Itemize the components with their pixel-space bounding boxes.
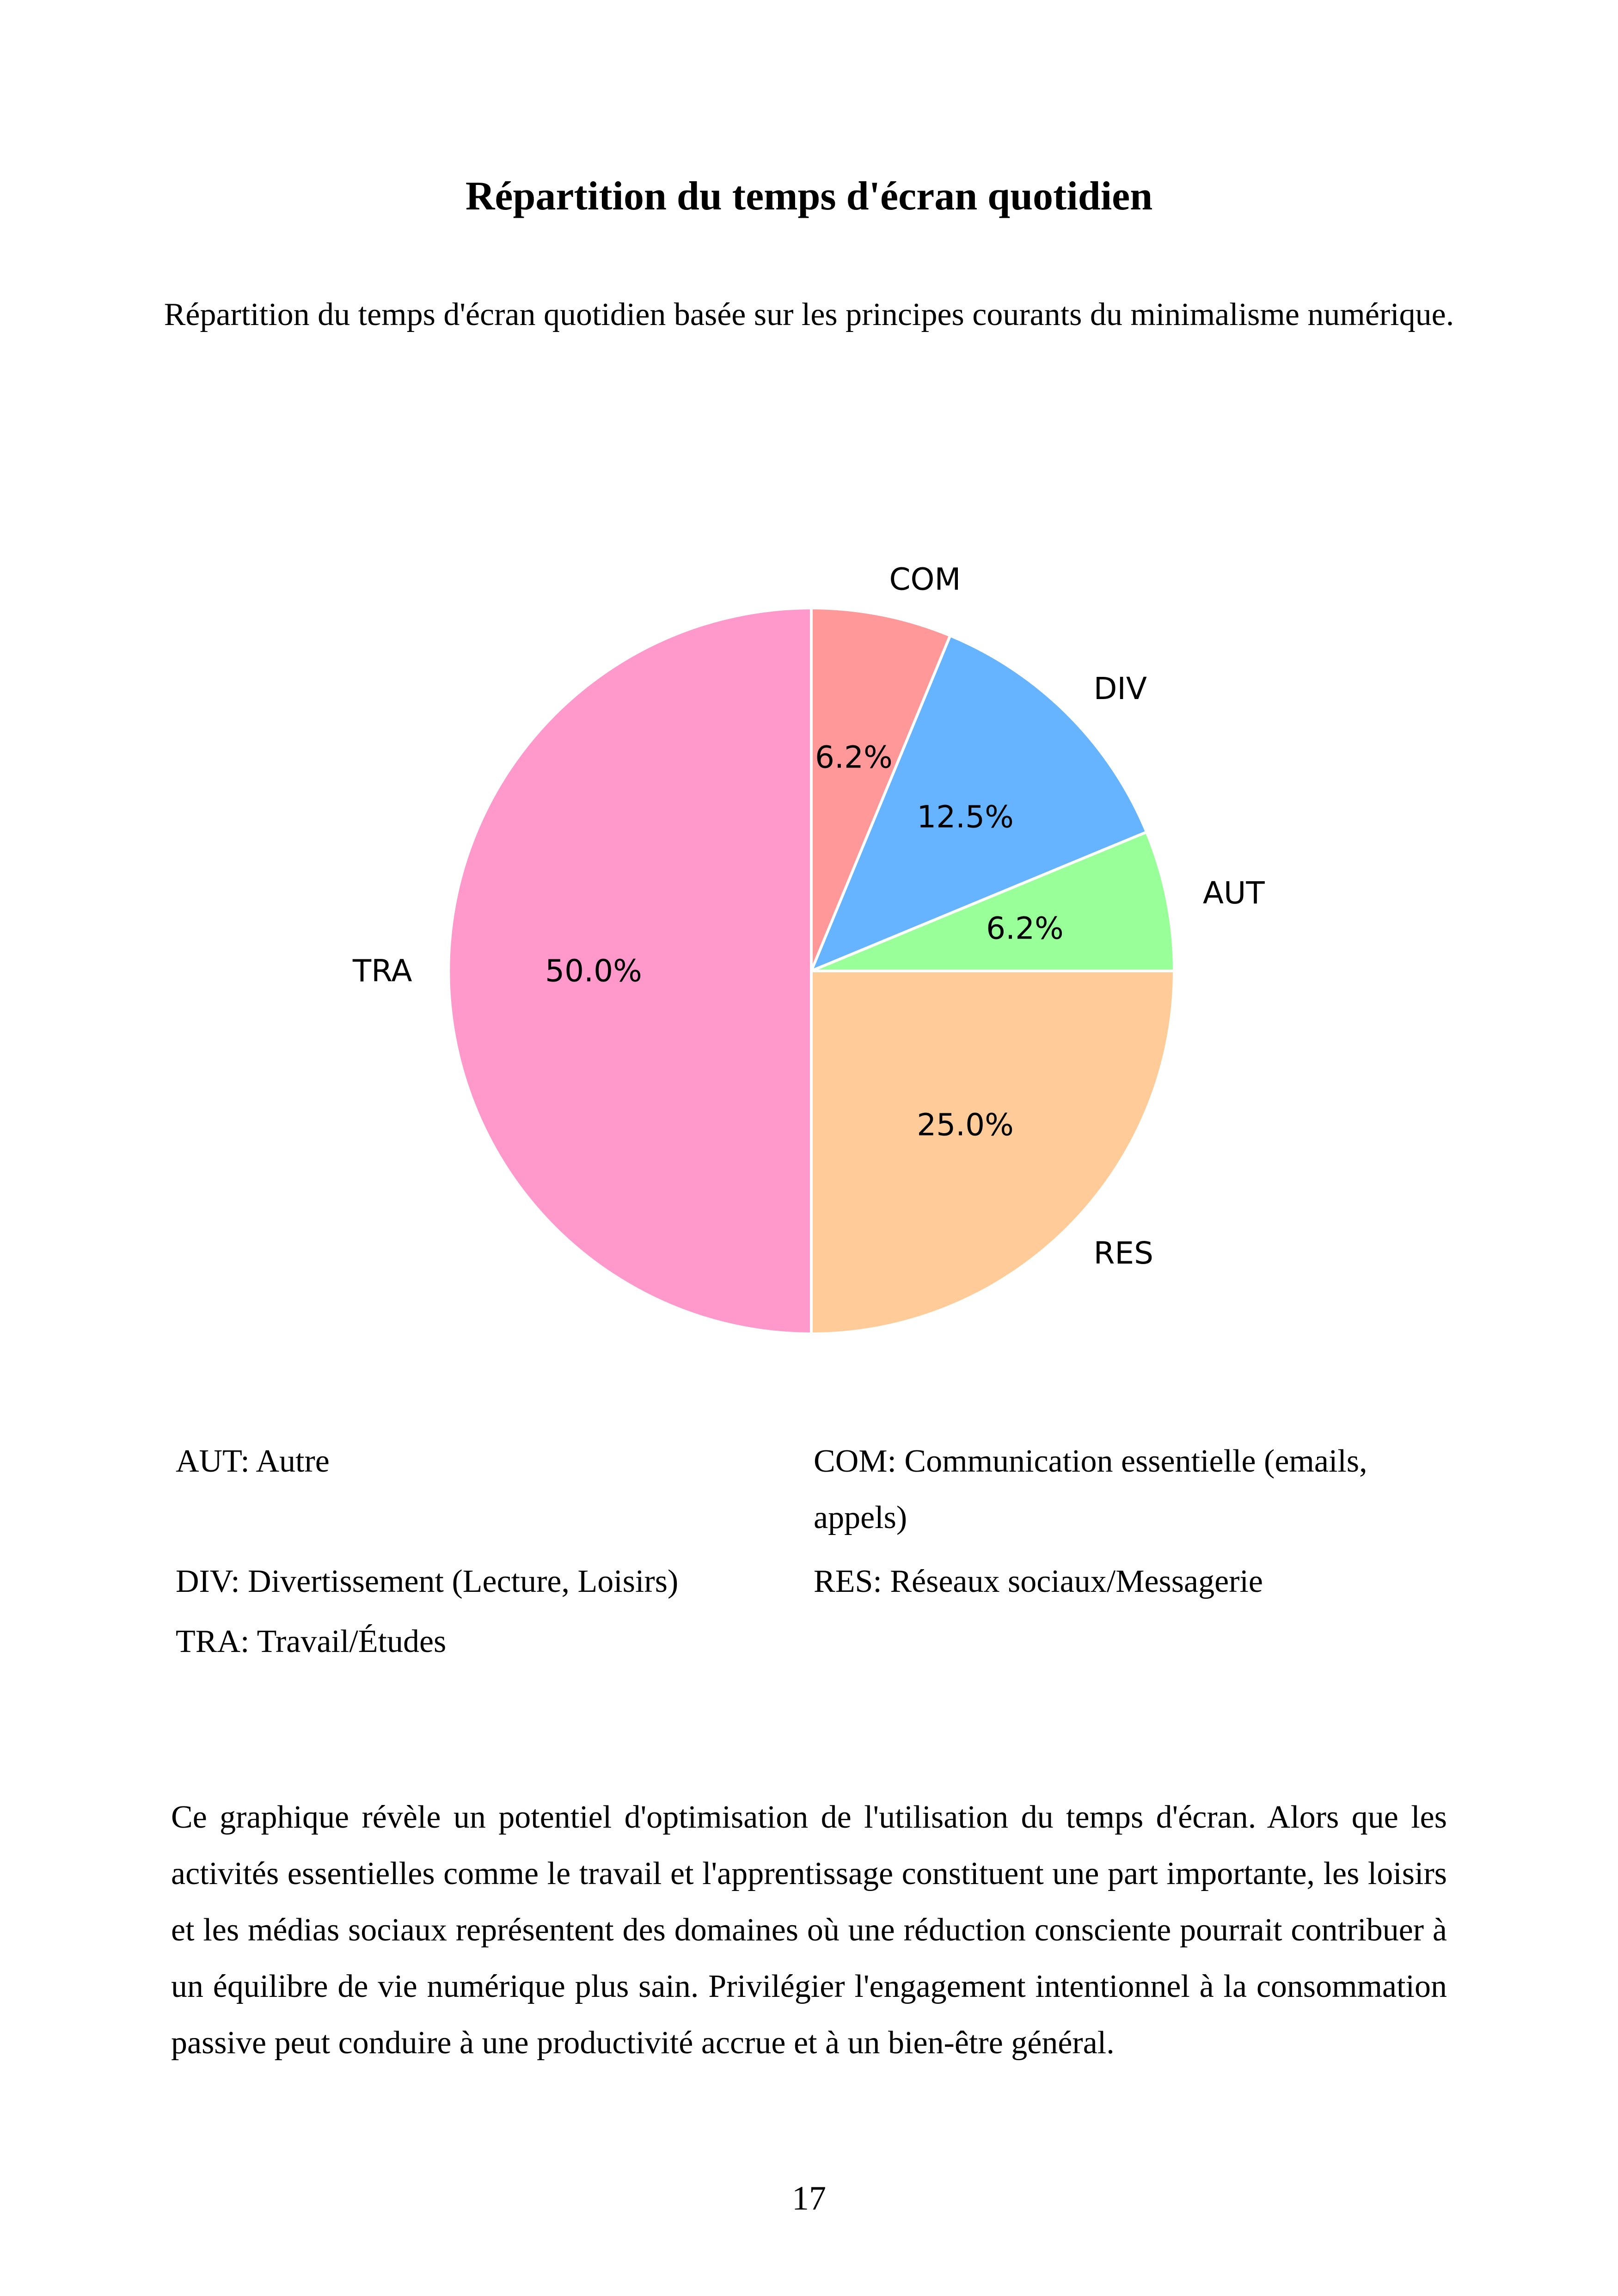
page-subtitle: Répartition du temps d'écran quotidien basée sur les principes courants du minimalisme numérique.: [164, 297, 1454, 332]
pct-label-div: 12.5%: [917, 799, 1014, 835]
pct-label-res: 25.0%: [917, 1107, 1014, 1143]
body-paragraph: Ce graphique révèle un potentiel d'optimisation de l'utilisation du temps d'écran. Alors que les activités essentielles comme le travail et l'apprentissage constituent une part importante, les loisirs et les médias sociaux représentent des domaines où une réduction consciente pourrait contribuer à un équilibre de vie numérique plus sain. Privilégier l'engagement intentionnel à la consommation passive peut conduire à une productivité accrue et à un bien-être général.: [171, 1799, 1447, 2061]
slice-label-tra: TRA: [352, 953, 412, 989]
legend-item-com: COM: Communication essentielle (emails, appels): [814, 1443, 1367, 1535]
pct-label-com: 6.2%: [815, 739, 893, 775]
slice-label-div: DIV: [1093, 670, 1147, 706]
legend-item-tra: TRA: Travail/Études: [176, 1624, 447, 1659]
legend-item-res: RES: Réseaux sociaux/Messagerie: [814, 1564, 1263, 1599]
page-title: Répartition du temps d'écran quotidien: [465, 174, 1153, 219]
legend-item-div: DIV: Divertissement (Lecture, Loisirs): [176, 1564, 679, 1599]
legend-item-aut: AUT: Autre: [176, 1443, 330, 1479]
slice-label-res: RES: [1093, 1235, 1154, 1271]
pie-chart: [0, 532, 1618, 1387]
page-number: 17: [792, 2179, 826, 2217]
slice-label-com: COM: [889, 561, 961, 597]
slice-label-aut: AUT: [1202, 875, 1265, 911]
pie-slice-res: [811, 971, 1174, 1334]
pct-label-tra: 50.0%: [545, 953, 642, 989]
pct-label-aut: 6.2%: [986, 910, 1064, 946]
